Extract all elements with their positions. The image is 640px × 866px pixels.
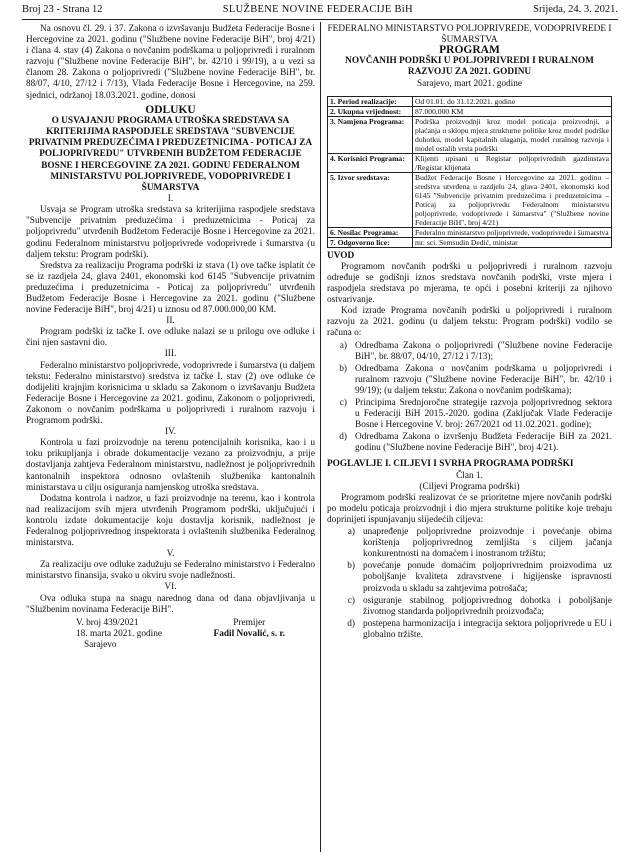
decision-title: ODLUKU <box>145 103 196 116</box>
table-cell-label: 3. Namjena Programa: <box>328 116 413 153</box>
list-item-text: unapređenje poljoprivredne proizvodnje i povećanje obima korištenja poljoprivrednog zemljišta s ciljem jačanja konkurentnosti na domaćem i inostranom tržištu; <box>363 527 612 560</box>
table-cell-value: 87.000.000 KM <box>413 106 612 116</box>
program-date: Sarajevo, mart 2021. godine <box>416 78 523 89</box>
paragraph: Federalno ministarstvo poljoprivrede, vodoprivrede i šumarstva (u daljem tekstu: Federalno ministarstvo) sredstva iz tačke I. stav (2) ove odluke će dodijeliti krajnjim korisnicima u skladu sa Zakonom o izvršavanju Budžeta Federacije Bosne i Hercegovine za 2021. godinu, Zakonom o poljoprivredi, Zakonom o novčanim podrškama u poljoprivredi i ruralnom razvoju i Programom podrški. <box>26 360 315 427</box>
decision-preamble: Na osnovu čl. 29. i 37. Zakona o izvršavanju Budžeta Federacije Bosne i Hercegovine za 2021. godinu ("Službene novine Federacije BiH", broj 4/21) i člana 4. stav (4) Zakona o novčanim podrškama u poljoprivredi i ruralnom razvoju ("Službene novine Federacije BiH", br. 42/10 i 99/19), a u vezi sa članom 28. Zakona o poljoprivredi ("Službene novine Federacije BiH", br. 88/07, 4/10, 27/12 i 7/13), Vlada Federacije Bosne i Hercegovine, na 259. sjednici, održanoj 18.03.2021. godine, donosi <box>26 24 315 101</box>
table-cell-label: 4. Korisnici Programa: <box>328 153 413 172</box>
section-number: I. <box>167 194 174 205</box>
program-summary-table <box>327 96 612 248</box>
decision-subtitle: O USVAJANJU PROGRAMA UTROŠKA SREDSTAVA SA KRITERIJIMA RASPODJELE SREDSTAVA "SUBVENCIJE PRIVATNIM PREDUZEĆIMA I PREDUZETNICIMA - POTICAJ ZA POLJOPRIVREDU" UTVRĐENIH BUDŽETOM FEDERACIJE BOSNE I HERCEGOVINE ZA 2021. GODINU FEDERALNOM MINISTARSTVU POLJOPRIVREDE, VODOPRIVREDE I ŠUMARSTVA <box>28 115 313 193</box>
signature-left <box>76 618 162 651</box>
list-item-marker: c) <box>347 595 355 606</box>
paragraph: Program podrški iz tačke I. ove odluke nalazi se u prilogu ove odluke i čini njen sastavni dio. <box>26 327 315 349</box>
list-item-marker: b) <box>339 363 347 374</box>
table-cell-label: 1. Period realizacije: <box>328 96 413 106</box>
section-number: III. <box>164 349 177 360</box>
list-item-text: osiguranje stabilnog poljoprivrednog dohotka i poboljšanje životnog standarda poljoprivrednih proizvođača; <box>363 595 612 617</box>
section-number: VI. <box>164 582 177 593</box>
table-cell-value: Federalno ministarstvo poljoprivrede, vodoprivrede i šumarstva <box>413 227 612 237</box>
list-item-marker: d) <box>339 432 347 443</box>
list-item <box>327 596 612 618</box>
table-cell-label: 6. Nosilac Programa: <box>328 227 413 237</box>
table-cell-value: Od 01.01. do 31.12.2021. godine <box>413 96 612 106</box>
list-item-text: Odredbama Zakona o novčanim podrškama u poljoprivredi i ruralnom razvoju ("Službene novine Federacije BiH", br. 42/10 i 99/19); (u daljem tekstu: Zakona o novčanim podrškama); <box>355 363 612 396</box>
list-item-text: Principima Srednjoročne strategije razvoja poljoprivrednog sektora u Federaciji BiH 2015.-2020. godina (Zaključak Vlade Federacije Bosne i Hercegovine V. broj: 267/2021 od 11.02.2021. godine); <box>355 398 612 431</box>
list-item <box>327 527 612 560</box>
header-date: Srijeda, 24. 3. 2021. <box>533 4 618 15</box>
section-number: V. <box>166 549 175 560</box>
table-row <box>328 172 612 227</box>
table-cell-value: mr. sci. Semsudin Dedić, ministar <box>413 237 612 247</box>
signatory-name: Fadil Novalić, s. r. <box>213 628 285 639</box>
table-cell-value: Budžet Federacije Bosne i Hercegovine za 2021. godinu – sredstva utvrđena u razdjelu 24, glava 2401, ekonomski kod 6145 "Subvencije privatnim preduzećima i preduzetnicima – Poticaj za poljoprivredu Federalnom ministarstvu poljoprivrede, vodoprivrede i šumarstva" ("Službene novine Federacije BiH", broj 4/21) <box>413 172 612 227</box>
list-item <box>327 432 612 454</box>
section-number: II. <box>166 316 175 327</box>
table-cell-label: 5. Izvor sredstava: <box>328 172 413 227</box>
paragraph: Kod izrade Programa novčanih podrški u poljoprivredi i ruralnom razvoju za 2021. godinu (u daljem tekstu: Program podrški) vodilo se računa o: <box>327 306 612 339</box>
table-cell-label: 7. Odgovorno lice: <box>328 237 413 247</box>
signature-block <box>26 618 315 651</box>
table-cell-value: Podrška proizvodnji kroz model poticaja proizvodnji, a plaćanja u sklopu mjera strukturne politike kroz model podrške dohotku, model kapitalnih ulaganja, model ruralnog razvoja i model ostalih vrsta podrški <box>413 116 612 153</box>
list-item <box>327 398 612 431</box>
list-item-text: Odredbama Zakona o izvršenju Budžeta Federacije BiH za 2021. godinu ("Službene novine Federacije BiH", broj 4/21). <box>355 432 612 454</box>
list-item-marker: b) <box>347 561 355 572</box>
decision-place: Sarajevo <box>84 639 117 650</box>
right-column <box>327 24 612 641</box>
paragraph: Usvaja se Program utroška sredstava sa kriterijima raspodjele sredstava "Subvencije privatnim preduzećima i preduzetnicima - Poticaj za poljoprivredu" utvrđenih Budžetom Federacije Bosne i Hercegovine za 2021. godinu Federalnom ministarstvu poljoprivrede vodoprivrede i šumarstva (u daljem tekstu: Program podrški). <box>26 205 315 260</box>
table-row <box>328 116 612 153</box>
list-item-text: povećanje ponude domaćim poljoprivrednim proizvodima uz poboljšanje kvaliteta zdravstvene i higijenske ispravnosti proizvoda u skladu sa zahtjevima potrošača; <box>363 561 612 594</box>
list-item <box>327 561 612 594</box>
signatory-role: Premijer <box>233 617 266 628</box>
list-item-marker: d) <box>347 618 355 629</box>
paragraph: Dodatna kontrola i nadzor, u fazi proizvodnje na terenu, kao i kontrola nad realizacijom svih mjera utvrđenih Programom podrški, uključujući i kontrolu izdate dokumentacije koju dostavlja korisnik, nadležnost je Federalnog poljoprivrednog inspektorata i ovlaštenih službenika Federalnog ministarstva. <box>26 493 315 549</box>
list-item <box>327 341 612 363</box>
table-row <box>328 227 612 237</box>
ministry-name: FEDERALNO MINISTARSTVO POLJOPRIVREDE, VODOPRIVREDE I ŠUMARSTVA <box>327 24 612 45</box>
decision-date: 18. marta 2021. godine <box>76 628 162 639</box>
list-item-marker: a) <box>339 340 347 351</box>
table-row <box>328 106 612 116</box>
table-row <box>328 237 612 247</box>
paragraph: Za realizaciju ove odluke zadužuju se Federalno ministarstvo i Federalno ministarstvo finansija, svako u okviru svoje nadležnosti. <box>26 560 315 582</box>
goals-list <box>327 527 612 641</box>
program-title: PROGRAM <box>439 44 500 57</box>
list-item <box>327 364 612 397</box>
table-cell-value: Klijenti upisani u Registar poljoprivrednih gazdinstava /Registar klijenata <box>413 153 612 172</box>
table-row <box>328 153 612 172</box>
left-column <box>26 24 315 651</box>
signature-right <box>214 618 285 651</box>
article-subtitle: (Ciljevi Programa podrški) <box>419 481 520 492</box>
paragraph: Ova odluka stupa na snagu narednog dana od dana objavljivanja u "Službenim novinama Federacije BiH". <box>26 593 315 615</box>
chapter-title: POGLAVLJE I. CILJEVI I SVRHA PROGRAMA PODRŠKI <box>327 459 574 470</box>
header-publication: SLUŽBENE NOVINE FEDERACIJE BiH <box>222 4 413 15</box>
paragraph: Sredstva za realizaciju Programa podrški iz stava (1) ove tačke isplatit će se iz razdjela 24, glava 2401, ekonomski kod 6145 "Subvencije privatnim preduzećima i preduzetnicima - Poticaj za poljoprivredu" utvrđenih Budžetom Federacije Bosne i Hercegovine za 2021. godinu ("Službene novine Federacije BiH", broj 4/21) u iznosu od 87.000.000,00 KM. <box>26 260 315 316</box>
legal-basis-list <box>327 341 612 455</box>
list-item-text: Odredbama Zakona o poljoprivredi ("Službene novine Federacije BiH", br. 88/07, 04/10, 27/12 i 7/13); <box>355 340 612 362</box>
list-item-marker: c) <box>339 398 347 408</box>
table-row <box>328 96 612 106</box>
article-number: Član 1. <box>456 470 483 481</box>
list-item <box>327 619 612 641</box>
section-number: IV. <box>165 427 176 438</box>
list-item-marker: a) <box>347 527 355 538</box>
intro-heading: UVOD <box>327 250 355 261</box>
paragraph: Programom podrški realizovat će se prioritetne mjere novčanih podrški po modelu poticaja proizvodnji i dio mjera strukturne politike koje trebaju doprinijeti ispunjavanju slijedećih ciljeva: <box>327 492 612 525</box>
paragraph: Kontrola u fazi proizvodnje na terenu potencijalnih korisnika, kao i u toku prikupljanja i obrade dokumentacije vezano za proizvodnju, a prije dostavljanja zahtjeva Federalnom ministarstvu, nadležnost je poljoprivrednih kantonalnih inspektora odnosno ovlaštenih službenika kantonalnih ministarstava u cilju osiguranja namjenskog utroška sredstava. <box>26 438 315 493</box>
column-divider <box>320 22 321 852</box>
header-issue: Broj 23 - Strana 12 <box>22 4 103 15</box>
header-rule <box>22 19 618 20</box>
paragraph: Programom novčanih podrški u poljoprivredi i ruralnom razvoju određuje se godišnji iznos sredstava novčanih podrški, vrste mjera i raspodjela sredstava po mjerama, te opći i posebni kriteriji za njihovo ostvarivanje. <box>327 261 612 306</box>
page-header <box>22 4 618 20</box>
decision-number: V. broj 439/2021 <box>76 617 139 628</box>
table-cell-label: 2. Ukupna vrijednost: <box>328 106 413 116</box>
list-item-text: postepena harmonizacija i integracija sektora poljoprivrede u EU i globalno tržište. <box>363 618 612 640</box>
program-subtitle: NOVČANIH PODRŠKI U POLJOPRIVREDI I RURALNOM RAZVOJU ZA 2021. GODINU <box>345 56 594 78</box>
